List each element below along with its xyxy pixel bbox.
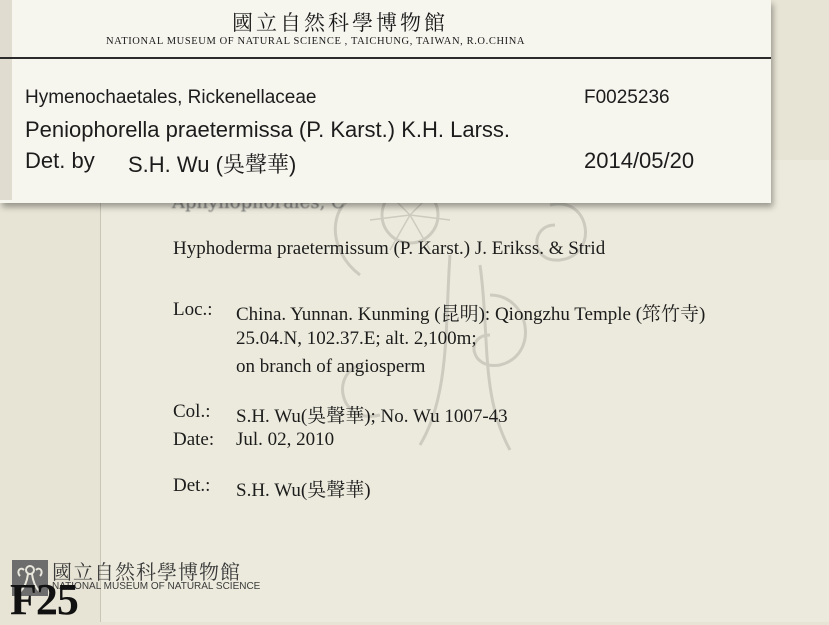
original-name: Hyphoderma praetermissum (P. Karst.) J. Erikss. & Strid <box>173 238 606 259</box>
species-name: Peniophorella praetermissa (P. Karst.) K.H. Larss. <box>25 117 511 142</box>
label-edge <box>0 0 12 200</box>
det-by-name: S.H. Wu (吳聲華) <box>128 152 297 177</box>
loc-prefix: Loc.: <box>173 299 213 320</box>
det-by-prefix: Det. by <box>25 148 95 173</box>
loc-line2: 25.04.N, 102.37.E; alt. 2,100m; <box>236 328 477 349</box>
catalog-number: F0025236 <box>584 87 670 108</box>
det-date: 2014/05/20 <box>584 148 695 173</box>
loc-line1: China. Yunnan. Kunming (昆明): Qiongzhu Temple (筇竹寺) <box>236 304 706 325</box>
date-value: Jul. 02, 2010 <box>236 429 335 450</box>
determination-label <box>0 0 771 203</box>
logo-name-zh: 國立自然科學博物館 <box>52 560 241 584</box>
det-prefix: Det.: <box>173 475 211 496</box>
museum-name-en: NATIONAL MUSEUM OF NATURAL SCIENCE , TAICHUNG, TAIWAN, R.O.CHINA <box>106 36 526 47</box>
sheet-code: F25 <box>10 575 78 624</box>
header-divider <box>0 57 771 59</box>
order-family: Hymenochaetales, Rickenellaceae <box>25 87 317 108</box>
col-prefix: Col.: <box>173 401 211 422</box>
date-prefix: Date: <box>173 429 215 450</box>
logo-name-en: NATIONAL MUSEUM OF NATURAL SCIENCE <box>52 581 261 592</box>
det-value: S.H. Wu(吳聲華) <box>236 480 371 501</box>
museum-name-zh: 國立自然科學博物館 <box>232 11 448 35</box>
col-value: S.H. Wu(吳聲華); No. Wu 1007-43 <box>236 406 508 427</box>
loc-line3: on branch of angiosperm <box>236 356 426 377</box>
